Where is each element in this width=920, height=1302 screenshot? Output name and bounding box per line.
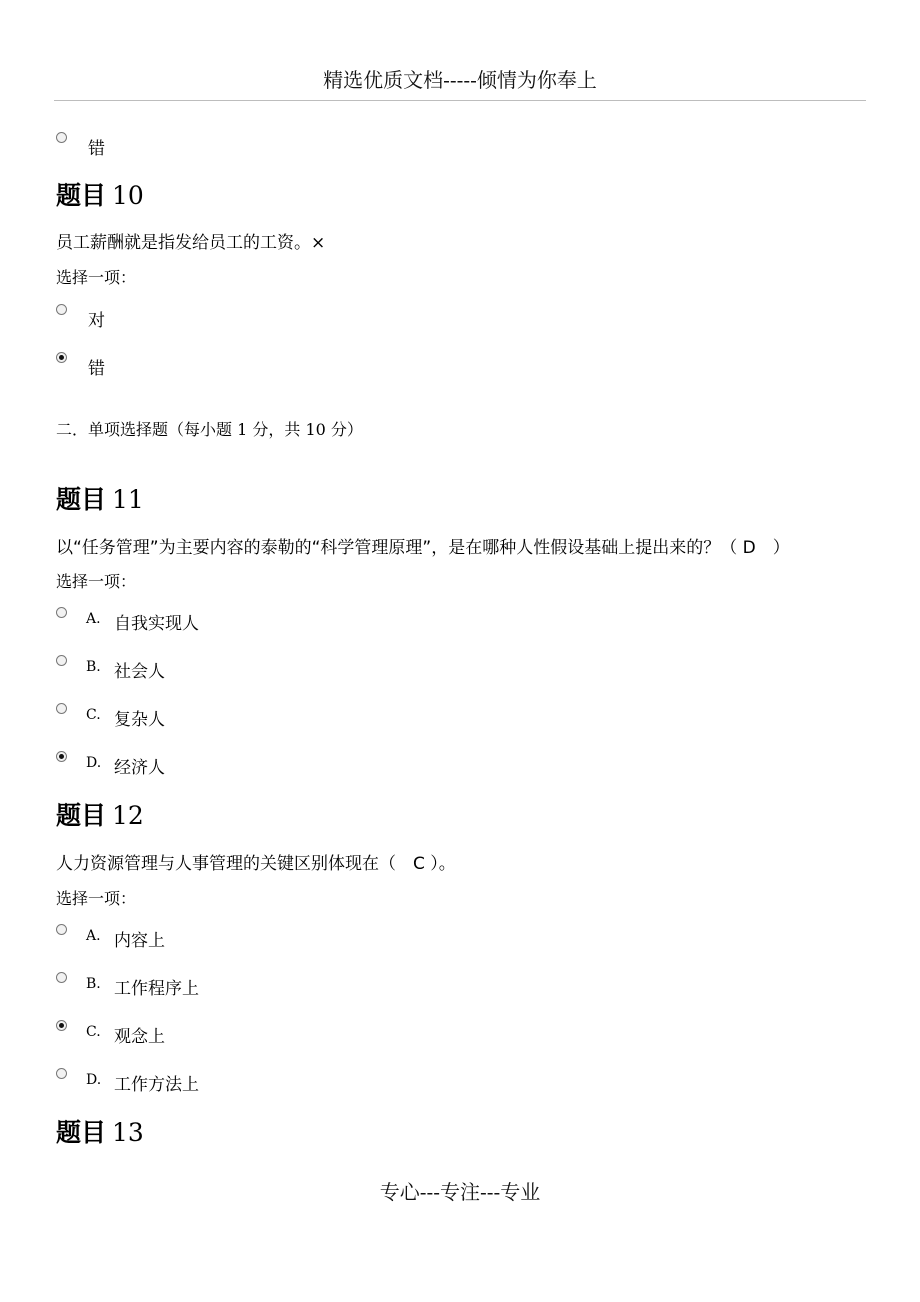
page-header: 精选优质文档-----倾情为你奉上 <box>323 68 597 92</box>
radio-button[interactable] <box>56 1068 67 1079</box>
radio-button-checked[interactable] <box>56 352 67 363</box>
question-11-instruction: 选择一项： <box>56 572 137 591</box>
question-11-title: 题目 11 <box>56 485 144 514</box>
question-10-instruction: 选择一项： <box>56 268 137 287</box>
radio-button[interactable] <box>56 972 67 983</box>
question-12-title: 题目 12 <box>56 801 144 830</box>
radio-button-checked[interactable] <box>56 751 67 762</box>
question-12-text: 人力资源管理与人事管理的关键区别体现在（ C ）。 <box>56 854 456 874</box>
radio-button-checked[interactable] <box>56 1020 67 1031</box>
question-10-text: 员工薪酬就是指发给员工的工资。× <box>56 233 326 253</box>
question-11-text: 以“任务管理”为主要内容的泰勒的“科学管理原理”，是在哪种人性假设基础上提出来的？（ D ） <box>56 538 790 558</box>
section-heading: 二．单项选择题（每小题 1 分，共 10 分） <box>56 420 363 439</box>
question-10-title: 题目 10 <box>56 181 144 210</box>
question-13-title: 题目 13 <box>56 1118 144 1147</box>
radio-button[interactable] <box>56 655 67 666</box>
header-divider <box>54 100 866 101</box>
radio-button[interactable] <box>56 607 67 618</box>
radio-button[interactable] <box>56 703 67 714</box>
question-12-instruction: 选择一项： <box>56 889 137 908</box>
page-footer: 专心---专注---专业 <box>379 1180 541 1204</box>
radio-button[interactable] <box>56 132 67 143</box>
radio-button[interactable] <box>56 304 67 315</box>
radio-button[interactable] <box>56 924 67 935</box>
